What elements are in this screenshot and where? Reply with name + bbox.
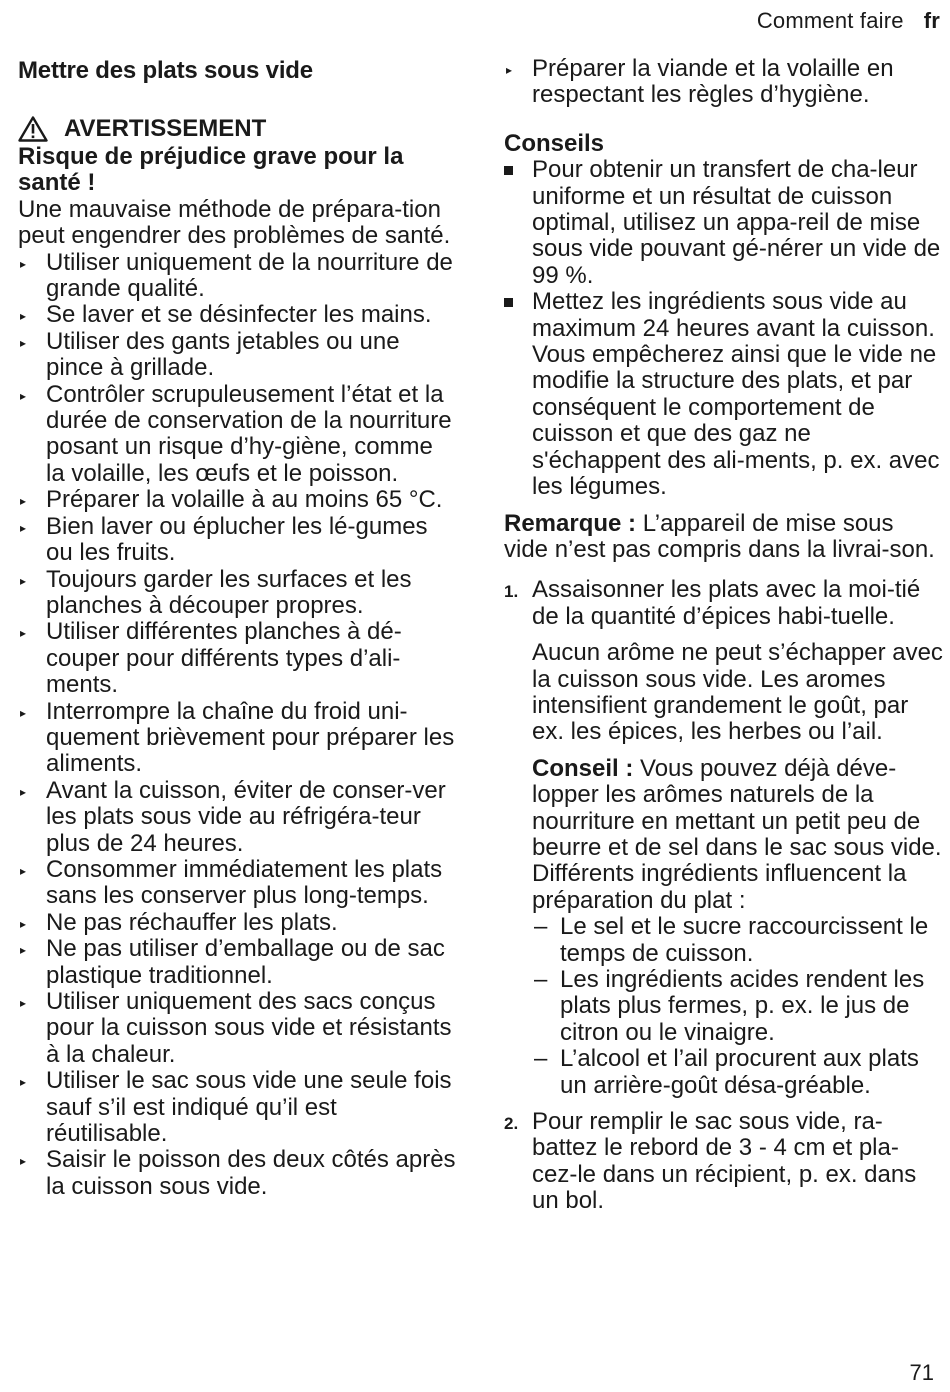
list-item: ▸ Utiliser différentes planches à dé-couper pour différents types d’ali-ments. [20, 618, 402, 699]
page-header [757, 8, 940, 34]
arrow-bullet-icon: ▸ [20, 705, 27, 720]
arrow-bullet-icon: ▸ [20, 1075, 27, 1090]
tip-label: Conseil : [532, 754, 634, 782]
list-item: ▸ Avant la cuisson, éviter de conser-ver les plats sous vide au réfrigéra-teur plus de 24 heures. [20, 776, 446, 857]
list-item: ▸ Utiliser uniquement des sacs conçus pour la cuisson sous vide et résistants à la chaleur. [20, 988, 452, 1068]
list-item: Pour obtenir un transfert de cha-leur uniforme et un résultat de cuisson optimal, utilisez un appa-reil de mise sous vide pouvant gé-nérer un vide de 99 %. [504, 157, 944, 289]
warning-triangle-icon [18, 116, 48, 142]
list-item: ▸ Utiliser uniquement de la nourriture de grande qualité. [20, 248, 453, 303]
list-item: ▸ Interrompre la chaîne du froid uni-quement brièvement pour préparer les aliments. [20, 697, 455, 778]
dash-bullet-icon: – [534, 913, 548, 941]
list-item: – Les ingrédients acides rendent les plats plus fermes, p. ex. le jus de citron ou le vinaigre. [534, 966, 925, 1046]
list-item: ▸ Bien laver ou éplucher les lé-gumes ou les fruits. [20, 512, 428, 567]
arrow-bullet-icon: ▸ [20, 943, 27, 958]
square-bullet-icon [504, 166, 513, 175]
arrow-bullet-icon: ▸ [20, 388, 27, 403]
arrow-bullet-icon: ▸ [20, 863, 27, 878]
tips-list [504, 157, 944, 500]
arrow-bullet-icon: ▸ [20, 1154, 27, 1169]
arrow-bullet-icon: ▸ [20, 520, 27, 535]
list-item: ▸ Toujours garder les surfaces et les planches à découper propres. [20, 565, 412, 619]
section-title: Mettre des plats sous vide [18, 57, 313, 84]
step-text: Assaisonner les plats avec la moi-tié de la quantité d’épices habi-tuelle. [532, 576, 921, 630]
list-item: ▸ Se laver et se désinfecter les mains. [20, 301, 432, 329]
hygiene-list-continued [504, 56, 944, 109]
list-item: ▸ Ne pas réchauffer les plats. [20, 908, 338, 936]
arrow-bullet-icon: ▸ [20, 494, 27, 509]
header-title: Comment faire [756, 8, 904, 33]
step-tip [532, 756, 944, 862]
warning-intro: Une mauvaise méthode de prépara-tion peut engendrer des problèmes de santé. [18, 195, 451, 250]
tips-title: Conseils [504, 129, 605, 157]
warning-risk: Risque de préjudice grave pour la santé ! [18, 143, 404, 197]
warning-heading [18, 114, 458, 144]
tip-text: Vous pouvez déjà déve-lopper les arômes naturels de la nourriture en mettant un petit peu de beurre et de sel dans le sac sous vide. [532, 754, 942, 861]
arrow-bullet-icon: ▸ [20, 309, 27, 324]
note-label: Remarque : [504, 509, 637, 537]
arrow-bullet-icon: ▸ [20, 626, 27, 641]
note-text: L’appareil de mise sous vide n’est pas compris dans la livrai-son. [504, 509, 935, 563]
list-item: – L’alcool et l’ail procurent aux plats un arrière-goût désa-gréable. [534, 1045, 919, 1099]
list-item: ▸ Contrôler scrupuleusement l’état et la durée de conservation de la nourriture posant un risque d’hy-giène, comme la volaille, les œufs et le poisson. [20, 380, 452, 487]
arrow-bullet-icon: ▸ [20, 916, 27, 931]
step-number: 1. [504, 582, 519, 602]
list-item: – Le sel et le sucre raccourcissent le temps de cuisson. [534, 913, 929, 967]
warning-label: AVERTISSEMENT [64, 115, 267, 142]
list-item: Mettez les ingrédients sous vide au maximum 24 heures avant la cuisson. Vous empêcherez ainsi que le vide ne modifie la structure des plats, et par conséquent le comportement de cuisson et que des gaz ne s'échappent des ali-ments, p. ex. avec les légumes. [504, 289, 944, 500]
list-item: ▸ Consommer immédiatement les plats sans les conserver plus long-temps. [20, 855, 443, 910]
right-column [504, 56, 944, 1215]
arrow-bullet-icon: ▸ [20, 573, 27, 588]
step-text: Pour remplir le sac sous vide, ra-battez le rebord de 3 - 4 cm et pla-cez-le dans un récipient, p. ex. dans un bol. [532, 1108, 917, 1215]
note [504, 511, 944, 564]
hygiene-list [18, 250, 458, 1201]
arrow-bullet-icon: ▸ [20, 996, 27, 1010]
arrow-bullet-icon: ▸ [20, 256, 27, 271]
list-item: ▸ Utiliser des gants jetables ou une pince à grillade. [20, 327, 400, 382]
list-item: ▸ Utiliser le sac sous vide une seule fois sauf s’il est indiqué qu’il est réutilisable. [20, 1067, 452, 1148]
steps-list [504, 577, 944, 1214]
step-ingredients-intro: Différents ingrédients influencent la préparation du plat : [532, 860, 907, 914]
left-column [18, 56, 458, 1200]
arrow-bullet-icon: ▸ [20, 335, 27, 350]
step-number: 2. [504, 1114, 519, 1134]
step-explanation: Aucun arôme ne peut s’échapper avec la cuisson sous vide. Les aromes intensifient grandement le goût, par ex. les épices, les herbes ou l’ail. [532, 639, 943, 746]
square-bullet-icon [504, 298, 513, 307]
dash-bullet-icon: – [534, 1045, 548, 1073]
list-item: ▸ Saisir le poisson des deux côtés après la cuisson sous vide. [20, 1146, 456, 1200]
list-item: ▸ Préparer la viande et la volaille en respectant les règles d’hygiène. [506, 55, 894, 109]
list-item: ▸ Ne pas utiliser d’emballage ou de sac plastique traditionnel. [20, 935, 445, 989]
list-item: ▸ Préparer la volaille à au moins 65 °C. [20, 486, 443, 514]
ingredient-effects-list [532, 914, 944, 1099]
arrow-bullet-icon: ▸ [506, 63, 513, 77]
step-item [504, 577, 944, 1099]
page-number: 71 [909, 1360, 934, 1385]
dash-bullet-icon: – [534, 966, 548, 993]
language-code: fr [923, 8, 940, 33]
arrow-bullet-icon: ▸ [20, 784, 27, 799]
step-item [504, 1109, 944, 1215]
